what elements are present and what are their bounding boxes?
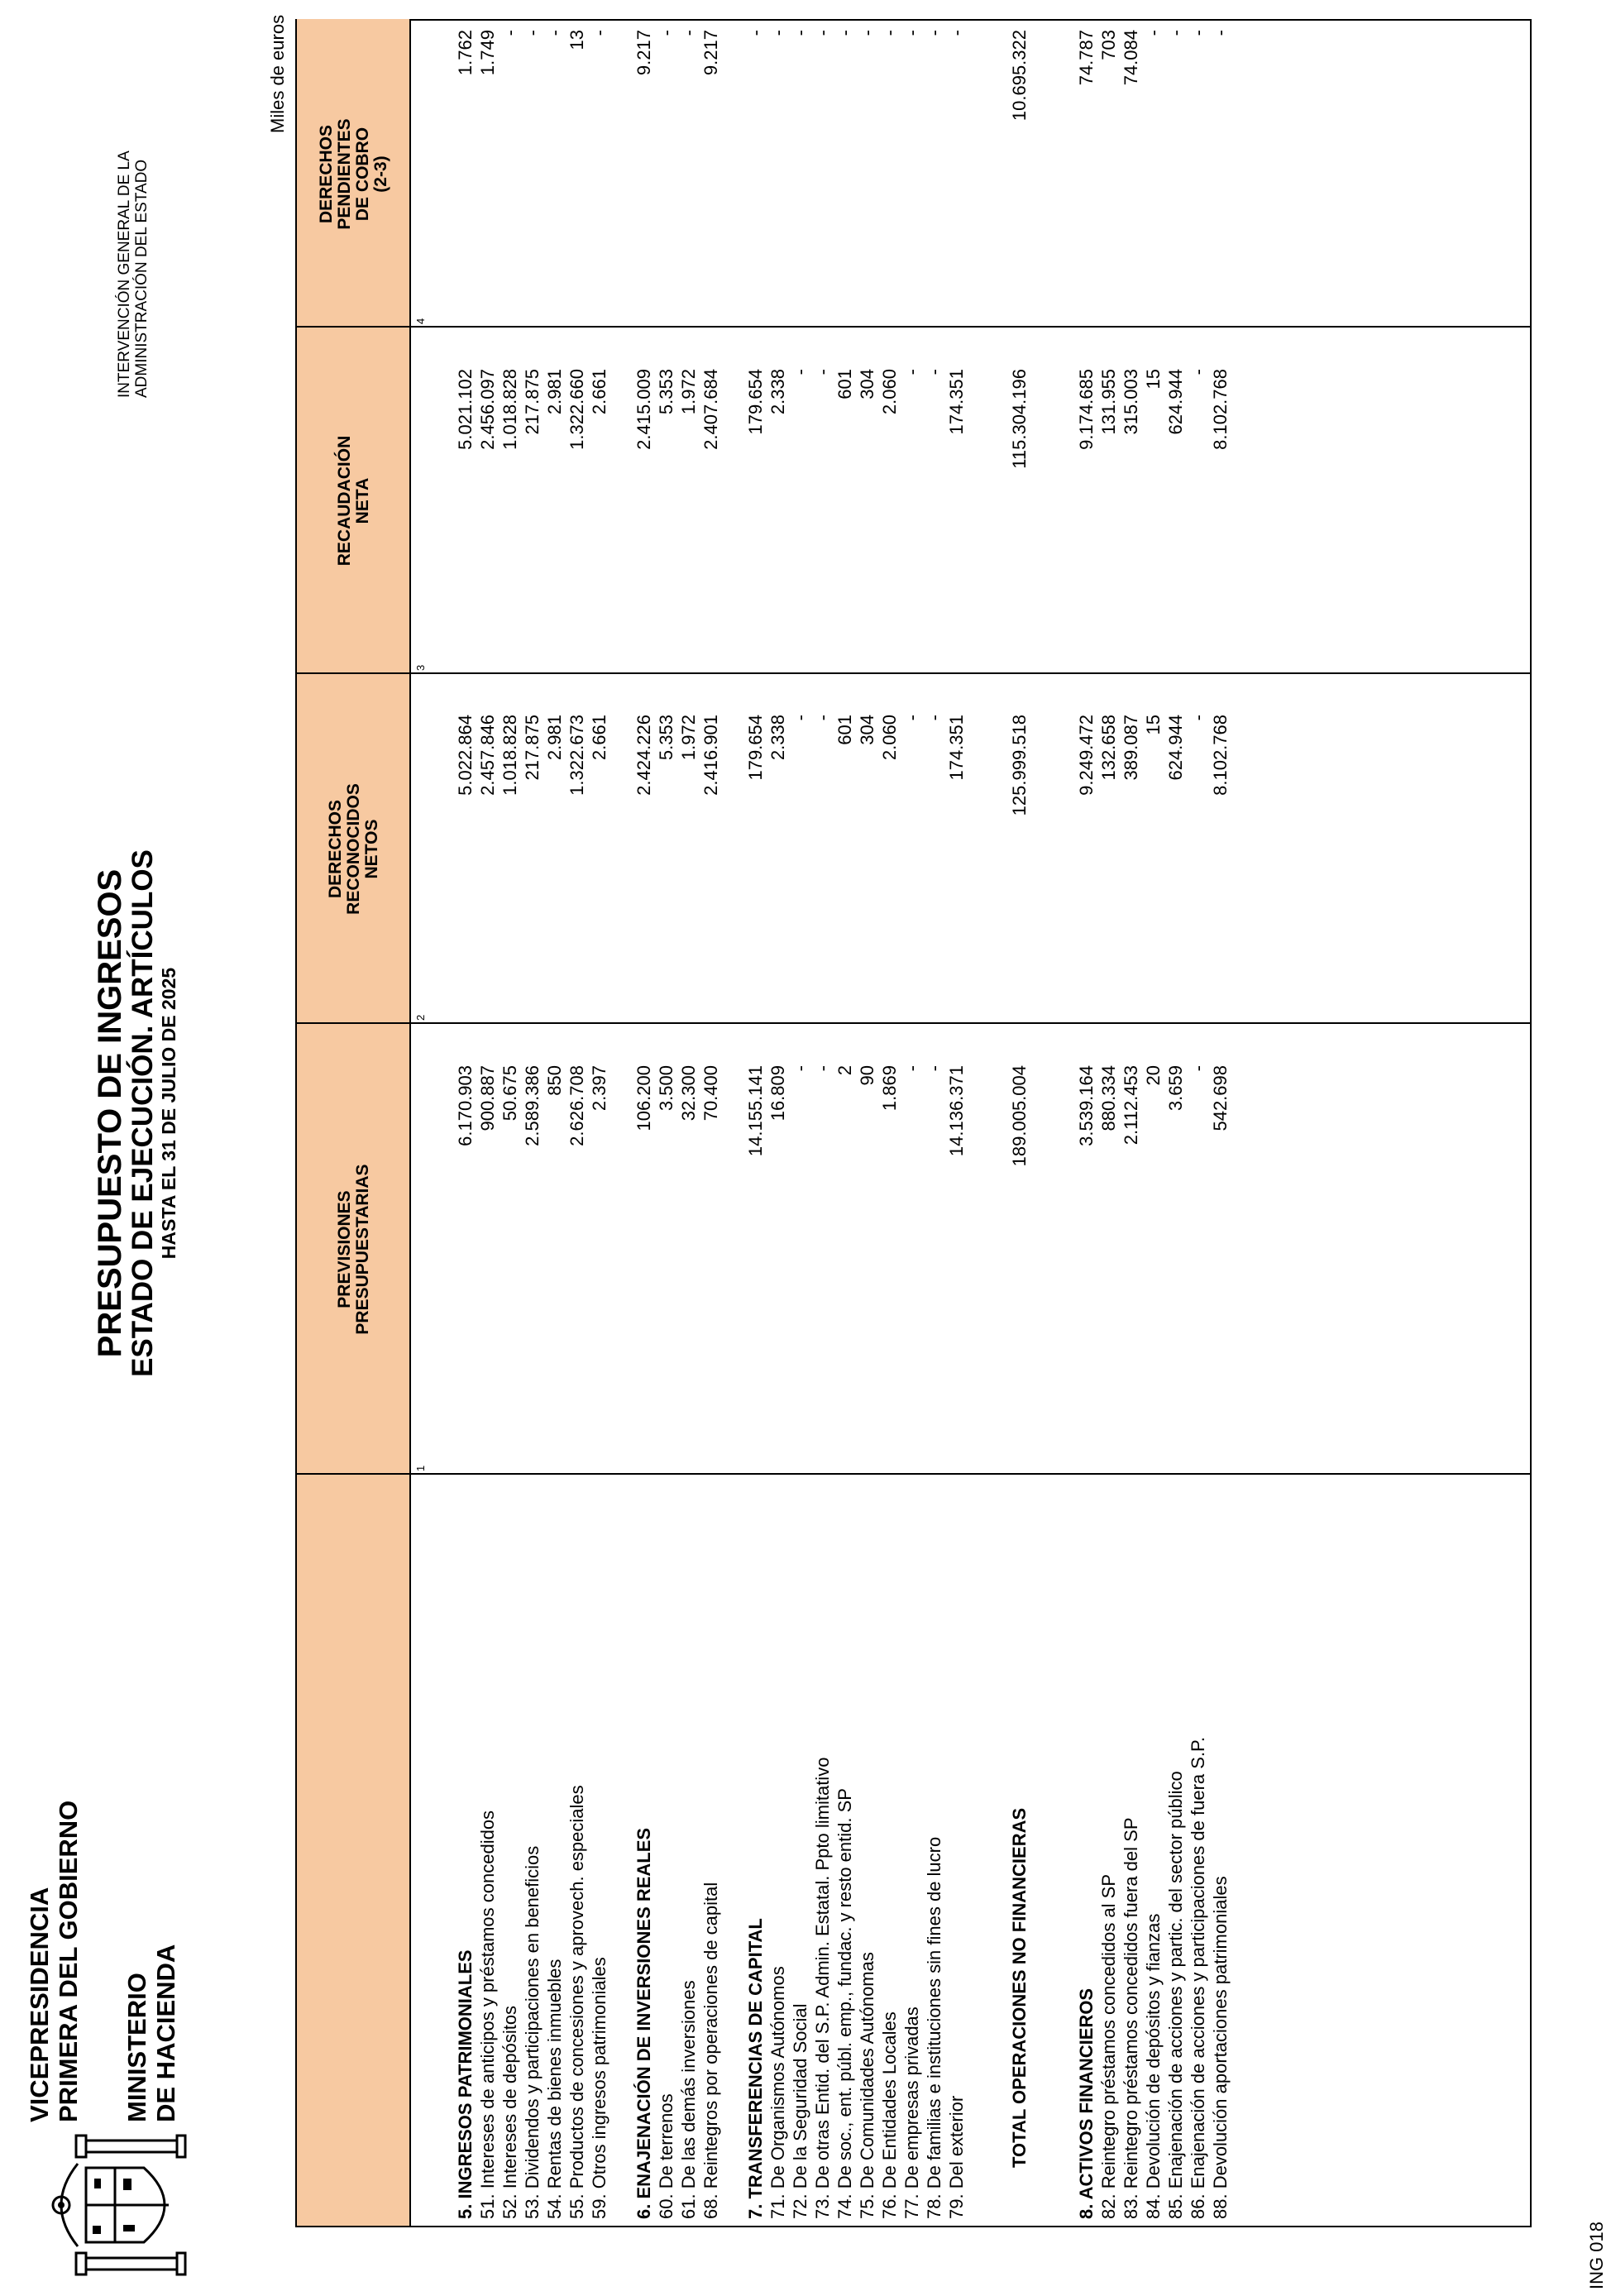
cell-value: 14.136.371 xyxy=(946,1065,967,1157)
cell-value: 15 xyxy=(1143,369,1164,390)
cell-value: 2 xyxy=(834,1065,855,1076)
cell-value: 2.981 xyxy=(544,715,565,761)
table-row xyxy=(923,21,945,2226)
table-row xyxy=(767,21,789,2226)
cell-value: 50.675 xyxy=(500,1065,520,1122)
cell-value: 624.944 xyxy=(1165,715,1186,781)
cell-value: - xyxy=(901,715,922,721)
row-label: 54. Rentas de bienes inmuebles xyxy=(544,1959,565,2219)
cell-value: 3.539.164 xyxy=(1076,1065,1097,1146)
row-label: 75. De Comunidades Autónomas xyxy=(857,1952,877,2219)
cell-value: 3.500 xyxy=(656,1065,676,1112)
row-label: 72. De la Seguridad Social xyxy=(790,2003,810,2219)
row-label: 74. De soc., ent. públ. emp., fundac. y resto entid. SP xyxy=(834,1788,855,2219)
row-label: 86. Enajenación de acciones y participaciones de fuera S.P. xyxy=(1188,1737,1208,2219)
cell-value: 1.322.673 xyxy=(566,715,587,796)
table-row xyxy=(1142,21,1164,2226)
row-label: TOTAL OPERACIONES NO FINANCIERAS xyxy=(1009,1807,1030,2168)
column-header-pendientes: DERECHOS PENDIENTES DE COBRO (2-3) xyxy=(317,118,390,230)
cell-value: 115.304.196 xyxy=(1009,369,1030,469)
cell-value: 9.217 xyxy=(700,30,721,76)
cell-value: 3.659 xyxy=(1165,1065,1186,1112)
row-label: 5. INGRESOS PATRIMONIALES xyxy=(455,1949,476,2219)
cell-value: 8.102.768 xyxy=(1210,369,1231,450)
cell-value: 2.661 xyxy=(589,369,610,415)
cell-value: 2.661 xyxy=(589,715,610,761)
table-row xyxy=(856,21,878,2226)
cell-value: 2.338 xyxy=(767,715,788,761)
cell-value: 304 xyxy=(857,715,877,745)
cell-value: 2.981 xyxy=(544,369,565,415)
cell-value: - xyxy=(500,30,520,36)
cell-value: - xyxy=(1143,30,1164,36)
cell-value: 6.170.903 xyxy=(455,1065,476,1146)
table-row xyxy=(700,21,722,2226)
cell-value: 2.589.386 xyxy=(522,1065,543,1146)
table-row xyxy=(655,21,677,2226)
cell-value: - xyxy=(1165,30,1186,36)
cell-value: - xyxy=(589,30,610,36)
table-row xyxy=(1164,21,1187,2226)
cell-value: 15 xyxy=(1143,715,1164,735)
cell-value: 189.005.004 xyxy=(1009,1065,1030,1167)
cell-value: - xyxy=(901,30,922,36)
cell-value: - xyxy=(1188,1065,1208,1072)
table-row xyxy=(521,21,543,2226)
vicepresidencia-line-2: PRIMERA DEL GOBIERNO xyxy=(54,1800,83,2122)
cell-value: - xyxy=(745,30,766,36)
row-label: 78. De familias e instituciones sin fines de lucro xyxy=(924,1836,944,2219)
section-row xyxy=(1075,21,1097,2226)
cell-value: - xyxy=(812,369,833,375)
row-label: 68. Reintegros por operaciones de capital xyxy=(700,1882,721,2219)
cell-value: 1.762 xyxy=(455,30,476,76)
table-row xyxy=(566,21,588,2226)
cell-value: - xyxy=(1188,715,1208,721)
cell-value: - xyxy=(924,30,944,36)
cell-value: 900.887 xyxy=(477,1065,498,1131)
cell-value: 2.416.901 xyxy=(700,715,721,796)
table-row xyxy=(901,21,923,2226)
row-label: 77. De empresas privadas xyxy=(901,2007,922,2219)
ministerio-line-1: MINISTERIO xyxy=(122,1973,151,2122)
budget-table xyxy=(295,19,1532,2227)
row-label: 88. Devolución aportaciones patrimoniales xyxy=(1210,1876,1231,2219)
row-label: 53. Dividendos y participaciones en beneficios xyxy=(522,1845,543,2219)
ministerio-heading xyxy=(122,1944,180,2122)
section-row xyxy=(633,21,655,2226)
vicepresidencia-heading xyxy=(25,1801,83,2122)
row-label: 61. De las demás inversiones xyxy=(678,1980,699,2219)
table-row xyxy=(811,21,834,2226)
cell-value: 2.060 xyxy=(879,715,900,761)
table-row xyxy=(1187,21,1209,2226)
cell-value: 174.351 xyxy=(946,369,967,435)
cell-value: 20 xyxy=(1143,1065,1164,1086)
cell-value: 1.018.828 xyxy=(500,715,520,796)
units-label: Miles de euros xyxy=(267,14,288,133)
cell-value: 304 xyxy=(857,369,877,399)
cell-value: 179.654 xyxy=(745,715,766,781)
title-line-3: HASTA EL 31 DE JULIO DE 2025 xyxy=(158,967,179,1260)
row-label: 84. Devolución de depósitos y fianzas xyxy=(1143,1913,1164,2219)
row-label: 85. Enajenación de acciones y partic. del sector público xyxy=(1165,1771,1186,2219)
cell-value: - xyxy=(790,369,810,375)
cell-value: 542.698 xyxy=(1210,1065,1231,1131)
cell-value: 2.457.846 xyxy=(477,715,498,796)
column-header-previsiones: PREVISIONES PRESUPUESTARIAS xyxy=(335,1164,372,1335)
cell-value: 2.415.009 xyxy=(633,369,654,450)
cell-value: 1.972 xyxy=(678,715,699,761)
cell-value: 5.021.102 xyxy=(455,369,476,450)
cell-value: 16.809 xyxy=(767,1065,788,1122)
cell-value: 2.060 xyxy=(879,369,900,415)
report-title xyxy=(93,741,179,1485)
cell-value: 1.972 xyxy=(678,369,699,415)
cell-value: 601 xyxy=(834,369,855,399)
cell-value: 74.084 xyxy=(1121,30,1141,86)
table-row xyxy=(1209,21,1231,2226)
row-label: 6. ENAJENACIÓN DE INVERSIONES REALES xyxy=(633,1827,654,2219)
column-header-recaudacion: RECAUDACIÓN NETA xyxy=(335,435,372,567)
cell-value: 2.407.684 xyxy=(700,369,721,450)
column-number: 1 xyxy=(414,1465,427,1471)
cell-value: 315.003 xyxy=(1121,369,1141,435)
table-row xyxy=(677,21,700,2226)
table-row xyxy=(543,21,566,2226)
table-row xyxy=(499,21,521,2226)
cell-value: 2.338 xyxy=(767,369,788,415)
row-label: 82. Reintegro préstamos concedidos al SP xyxy=(1098,1873,1119,2219)
cell-value: - xyxy=(544,30,565,36)
cell-value: - xyxy=(1188,30,1208,36)
cell-value: - xyxy=(879,30,900,36)
table-row xyxy=(1120,21,1142,2226)
cell-value: - xyxy=(812,1065,833,1072)
row-label: 59. Otros ingresos patrimoniales xyxy=(589,1957,610,2219)
cell-value: 8.102.768 xyxy=(1210,715,1231,796)
cell-value: 90 xyxy=(857,1065,877,1086)
cell-value: 9.249.472 xyxy=(1076,715,1097,796)
table-row xyxy=(1097,21,1120,2226)
cell-value: - xyxy=(901,369,922,375)
table-row xyxy=(834,21,856,2226)
cell-value: 850 xyxy=(544,1065,565,1096)
table-row xyxy=(588,21,610,2226)
cell-value: 217.875 xyxy=(522,369,543,435)
cell-value: - xyxy=(656,30,676,36)
row-label: 7. TRANSFERENCIAS DE CAPITAL xyxy=(745,1918,766,2219)
cell-value: 5.353 xyxy=(656,369,676,415)
cell-value: 389.087 xyxy=(1121,715,1141,781)
table-row xyxy=(789,21,811,2226)
cell-value: 179.654 xyxy=(745,369,766,435)
row-label: 83. Reintegro préstamos concedidos fuera del SP xyxy=(1121,1817,1141,2219)
table-row xyxy=(476,21,499,2226)
cell-value: 5.353 xyxy=(656,715,676,761)
cell-value: 32.300 xyxy=(678,1065,699,1122)
cell-value: - xyxy=(1188,369,1208,375)
cell-value: - xyxy=(901,1065,922,1072)
cell-value: 70.400 xyxy=(700,1065,721,1122)
cell-value: 601 xyxy=(834,715,855,745)
column-number: 4 xyxy=(414,318,427,324)
cell-value: 624.944 xyxy=(1165,369,1186,435)
cell-value: - xyxy=(678,30,699,36)
cell-value: 1.749 xyxy=(477,30,498,76)
cell-value: 14.155.141 xyxy=(745,1065,766,1157)
cell-value: - xyxy=(857,30,877,36)
table-row xyxy=(945,21,968,2226)
vicepresidencia-line-1: VICEPRESIDENCIA xyxy=(25,1887,54,2122)
row-label: 76. De Entidades Locales xyxy=(879,2011,900,2219)
cell-value: - xyxy=(1210,30,1231,36)
row-label: 71. De Organismos Autónomos xyxy=(767,1966,788,2219)
column-header-derechos-reconocidos: DERECHOS RECONOCIDOS NETOS xyxy=(326,783,381,915)
cell-value: - xyxy=(790,715,810,721)
cell-value: 74.787 xyxy=(1076,30,1097,86)
cell-value: 1.018.828 xyxy=(500,369,520,450)
cell-value: 703 xyxy=(1098,30,1119,60)
cell-value: 131.955 xyxy=(1098,369,1119,435)
cell-value: 9.174.685 xyxy=(1076,369,1097,450)
cell-value: 1.869 xyxy=(879,1065,900,1112)
cell-value: - xyxy=(924,369,944,375)
cell-value: - xyxy=(946,30,967,36)
column-number: 3 xyxy=(414,664,427,671)
cell-value: 2.397 xyxy=(589,1065,610,1112)
cell-value: 132.658 xyxy=(1098,715,1119,781)
cell-value: 2.456.097 xyxy=(477,369,498,450)
cell-value: - xyxy=(790,30,810,36)
cell-value: 106.200 xyxy=(633,1065,654,1131)
cell-value: 880.334 xyxy=(1098,1065,1119,1131)
total-row xyxy=(1008,21,1030,2226)
cell-value: - xyxy=(790,1065,810,1072)
section-row xyxy=(454,21,476,2226)
cell-value: 125.999.518 xyxy=(1009,715,1030,816)
cell-value: 5.022.864 xyxy=(455,715,476,796)
ministerio-line-2: DE HACIENDA xyxy=(151,1944,180,2122)
cell-value: - xyxy=(812,30,833,36)
row-label: 79. Del exterior xyxy=(946,2095,967,2219)
title-line-1: PRESUPUESTO DE INGRESOS xyxy=(92,868,128,1358)
ige-heading xyxy=(116,151,151,398)
ige-line-2: ADMINISTRACIÓN DEL ESTADO xyxy=(133,159,151,398)
cell-value: - xyxy=(924,715,944,721)
cell-value: 174.351 xyxy=(946,715,967,781)
cell-value: - xyxy=(767,30,788,36)
row-label: 51. Intereses de anticipos y préstamos concedidos xyxy=(477,1810,498,2219)
cell-value: 2.112.453 xyxy=(1121,1065,1141,1146)
ige-line-1: INTERVENCIÓN GENERAL DE LA xyxy=(116,151,133,398)
cell-value: - xyxy=(834,30,855,36)
row-label: 73. De otras Entid. del S.P. Admin. Estatal. Ppto limitativo xyxy=(812,1757,833,2219)
cell-value: 13 xyxy=(566,30,587,50)
form-code: ING 018 xyxy=(1586,2222,1607,2289)
section-row xyxy=(744,21,767,2226)
coat-of-arms-icon xyxy=(36,2131,194,2279)
cell-value: 9.217 xyxy=(633,30,654,76)
cell-value: 10.695.322 xyxy=(1009,30,1030,122)
cell-value: 2.626.708 xyxy=(566,1065,587,1146)
row-label: 55. Productos de concesiones y aprovech. especiales xyxy=(566,1785,587,2219)
cell-value: - xyxy=(924,1065,944,1072)
cell-value: 217.875 xyxy=(522,715,543,781)
column-number: 2 xyxy=(414,1014,427,1021)
cell-value: 1.322.660 xyxy=(566,369,587,450)
row-label: 52. Intereses de depósitos xyxy=(500,2005,520,2219)
row-label: 8. ACTIVOS FINANCIEROS xyxy=(1076,1987,1097,2219)
table-row xyxy=(878,21,901,2226)
cell-value: - xyxy=(812,715,833,721)
cell-value: - xyxy=(522,30,543,36)
cell-value: 2.424.226 xyxy=(633,715,654,796)
title-line-2: ESTADO DE EJECUCIÓN. ARTÍCULOS xyxy=(127,849,159,1377)
row-label: 60. De terrenos xyxy=(656,2093,676,2219)
